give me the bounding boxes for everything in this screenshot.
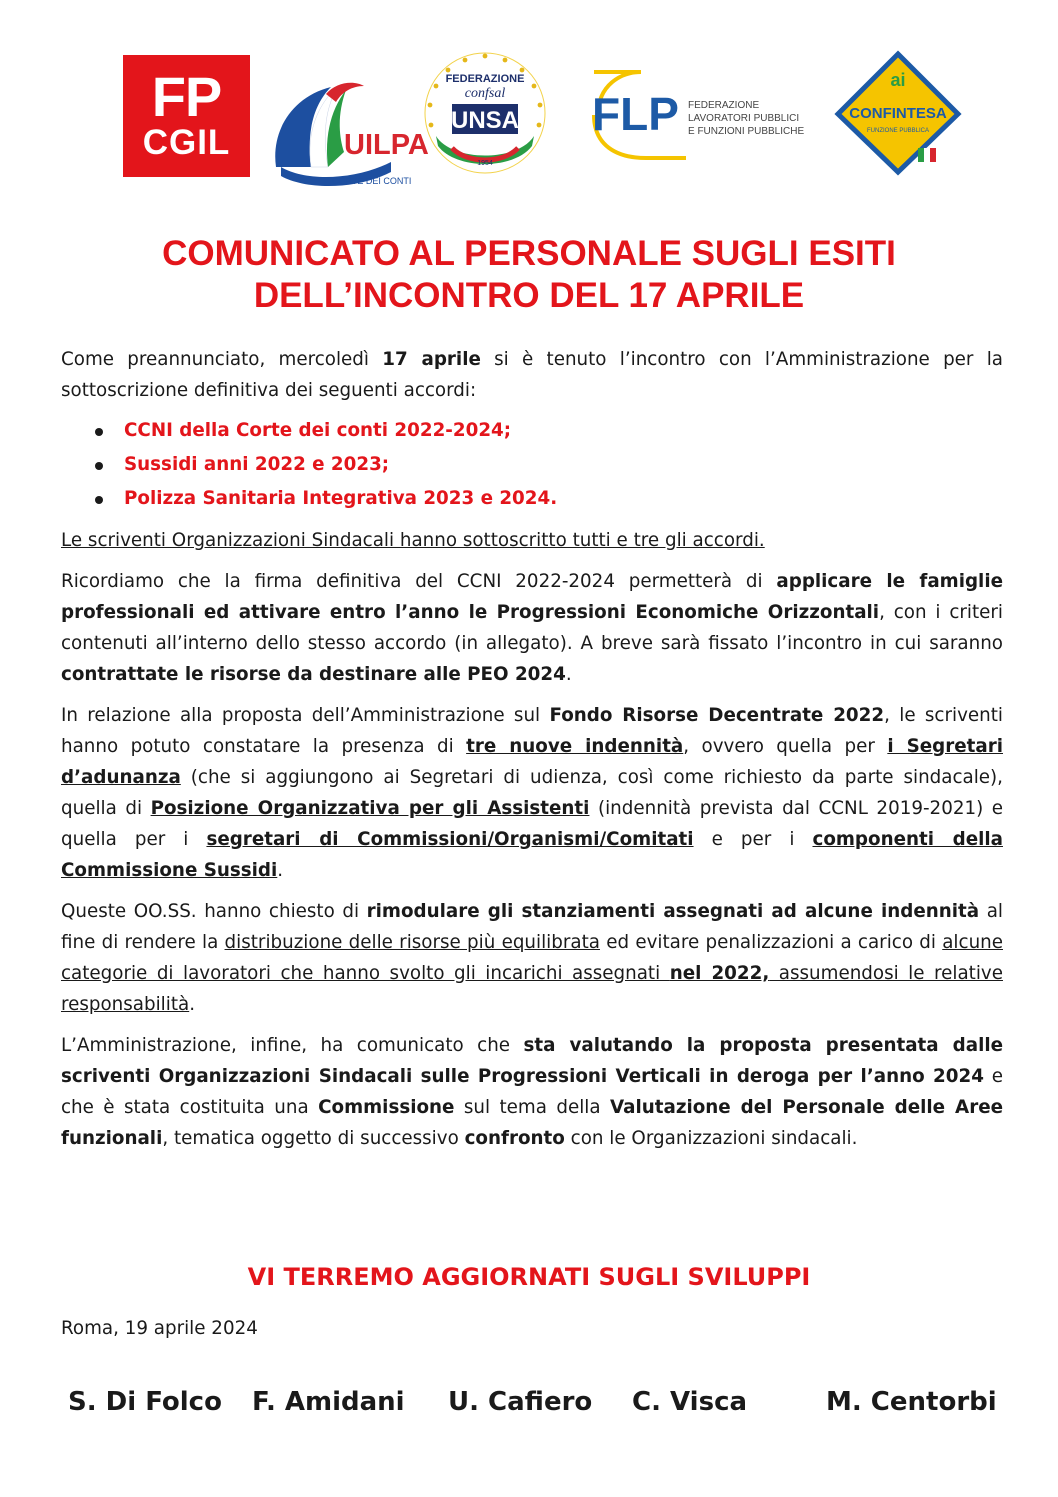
unsa-logo-name: UNSA: [450, 107, 520, 134]
flp-logo-line3: E FUNZIONI PUBBLICHE: [688, 126, 805, 137]
unsa-logo-mid: confsal: [464, 86, 506, 101]
unsa-logo-year: 1954: [477, 160, 493, 167]
signature-name: M. Centorbi: [826, 1387, 997, 1417]
title-line-2: DELL’INCONTRO DEL 17 APRILE: [253, 276, 805, 315]
confintesa-mark-icon: ai: [890, 70, 906, 90]
document-body: [61, 344, 1003, 1154]
flp-logo-text: FLP: [592, 88, 679, 140]
fondo-paragraph: In relazione alla proposta dell’Amministrazione sul Fondo Risorse Decentrate 2022, le scriventi hanno potuto constatare la presenza di tre nuove indennità, ovvero quella per i Segretari d’adunanza (che si aggiungono ai Segretari di udienza, così come richiesto da parte sindacale), quella di Posizione Organizzativa per gli Assistenti (indennità prevista dal CCNL 2019-2021) e quella per i segretari di Commissioni/Organismi/Comitati e per i componenti della Commissione Sussidi.: [61, 705, 1004, 881]
fp-cgil-logo-line1: FP: [151, 65, 222, 128]
signature-name: C. Visca: [632, 1387, 748, 1417]
title-line-1: COMUNICATO AL PERSONALE SUGLI ESITI: [162, 234, 896, 273]
flp-logo-line1: FEDERAZIONE: [688, 100, 760, 111]
confintesa-logo: [828, 44, 968, 174]
signed-paragraph: Le scriventi Organizzazioni Sindacali hanno sottoscritto tutti e tre gli accordi.: [61, 530, 765, 551]
confintesa-logo-subtext: FUNZIONE PUBBLICA: [866, 128, 930, 134]
ccni-paragraph: Ricordiamo che la firma definitiva del CCNI 2022-2024 permetterà di applicare le famiglie professionali ed attivare entro l’anno le Progressioni Economiche Orizzontali, con i criteri contenuti all’interno dello stesso accordo (in allegato). A breve sarà fissato l’incontro in cui saranno contrattate le risorse da destinare alle PEO 2024.: [61, 571, 1003, 685]
amministrazione-paragraph: L’Amministrazione, infine, ha comunicato che sta valutando la proposta presentata dalle scriventi Organizzazioni Sindacali sulle Progressioni Verticali in deroga per l’anno 2024 e che è stata costituita una Commissione sul tema della Valutazione del Personale delle Aree funzionali, tematica oggetto di successivo confronto con le Organizzazioni sindacali.: [61, 1035, 1004, 1149]
uilpa-logo-subtext: CORTE DEI CONTI: [332, 176, 412, 186]
unsa-logo: [422, 50, 548, 176]
intro-paragraph: Come preannunciato, mercoledì 17 aprile si è tenuto l’incontro con l’Amministrazione per la sottoscrizione definitiva dei seguenti accordi:: [61, 349, 1003, 401]
unsa-logo-top: FEDERAZIONE: [445, 73, 525, 85]
signature-name: U. Cafiero: [448, 1387, 593, 1417]
closing-statement: VI TERREMO AGGIORNATI SUGLI SVILUPPI: [247, 1263, 811, 1291]
fp-cgil-logo: [123, 55, 250, 177]
fp-cgil-logo-line2: CGIL: [142, 123, 231, 162]
signature-name: F. Amidani: [252, 1387, 405, 1417]
oo-ss-paragraph: Queste OO.SS. hanno chiesto di rimodulare gli stanziamenti assegnati ad alcune indennità al fine di rendere la distribuzione delle risorse più equilibrata ed evitare penalizzazioni a carico di alcune categorie di lavoratori che hanno svolto gli incarichi assegnati nel 2022, assumendosi le relative responsabilità.: [61, 901, 1003, 1015]
flp-logo-line2: LAVORATORI PUBBLICI: [688, 113, 800, 124]
list-item: Sussidi anni 2022 e 2023;: [61, 448, 1003, 482]
list-item: Polizza Sanitaria Integrativa 2023 e 2024.: [61, 482, 1003, 516]
uilpa-logo: [266, 72, 429, 190]
uilpa-logo-text: UILPA: [344, 129, 429, 161]
logo-strip: [120, 42, 970, 186]
list-item: CCNI della Corte dei conti 2022-2024;: [61, 414, 1003, 448]
document-title: [0, 233, 1058, 317]
flp-logo: [586, 70, 816, 160]
signature-name: S. Di Folco: [68, 1387, 222, 1417]
confintesa-logo-text: CONFINTESA: [849, 105, 947, 122]
accordi-list: [61, 414, 1003, 516]
place-date: Roma, 19 aprile 2024: [61, 1318, 258, 1339]
